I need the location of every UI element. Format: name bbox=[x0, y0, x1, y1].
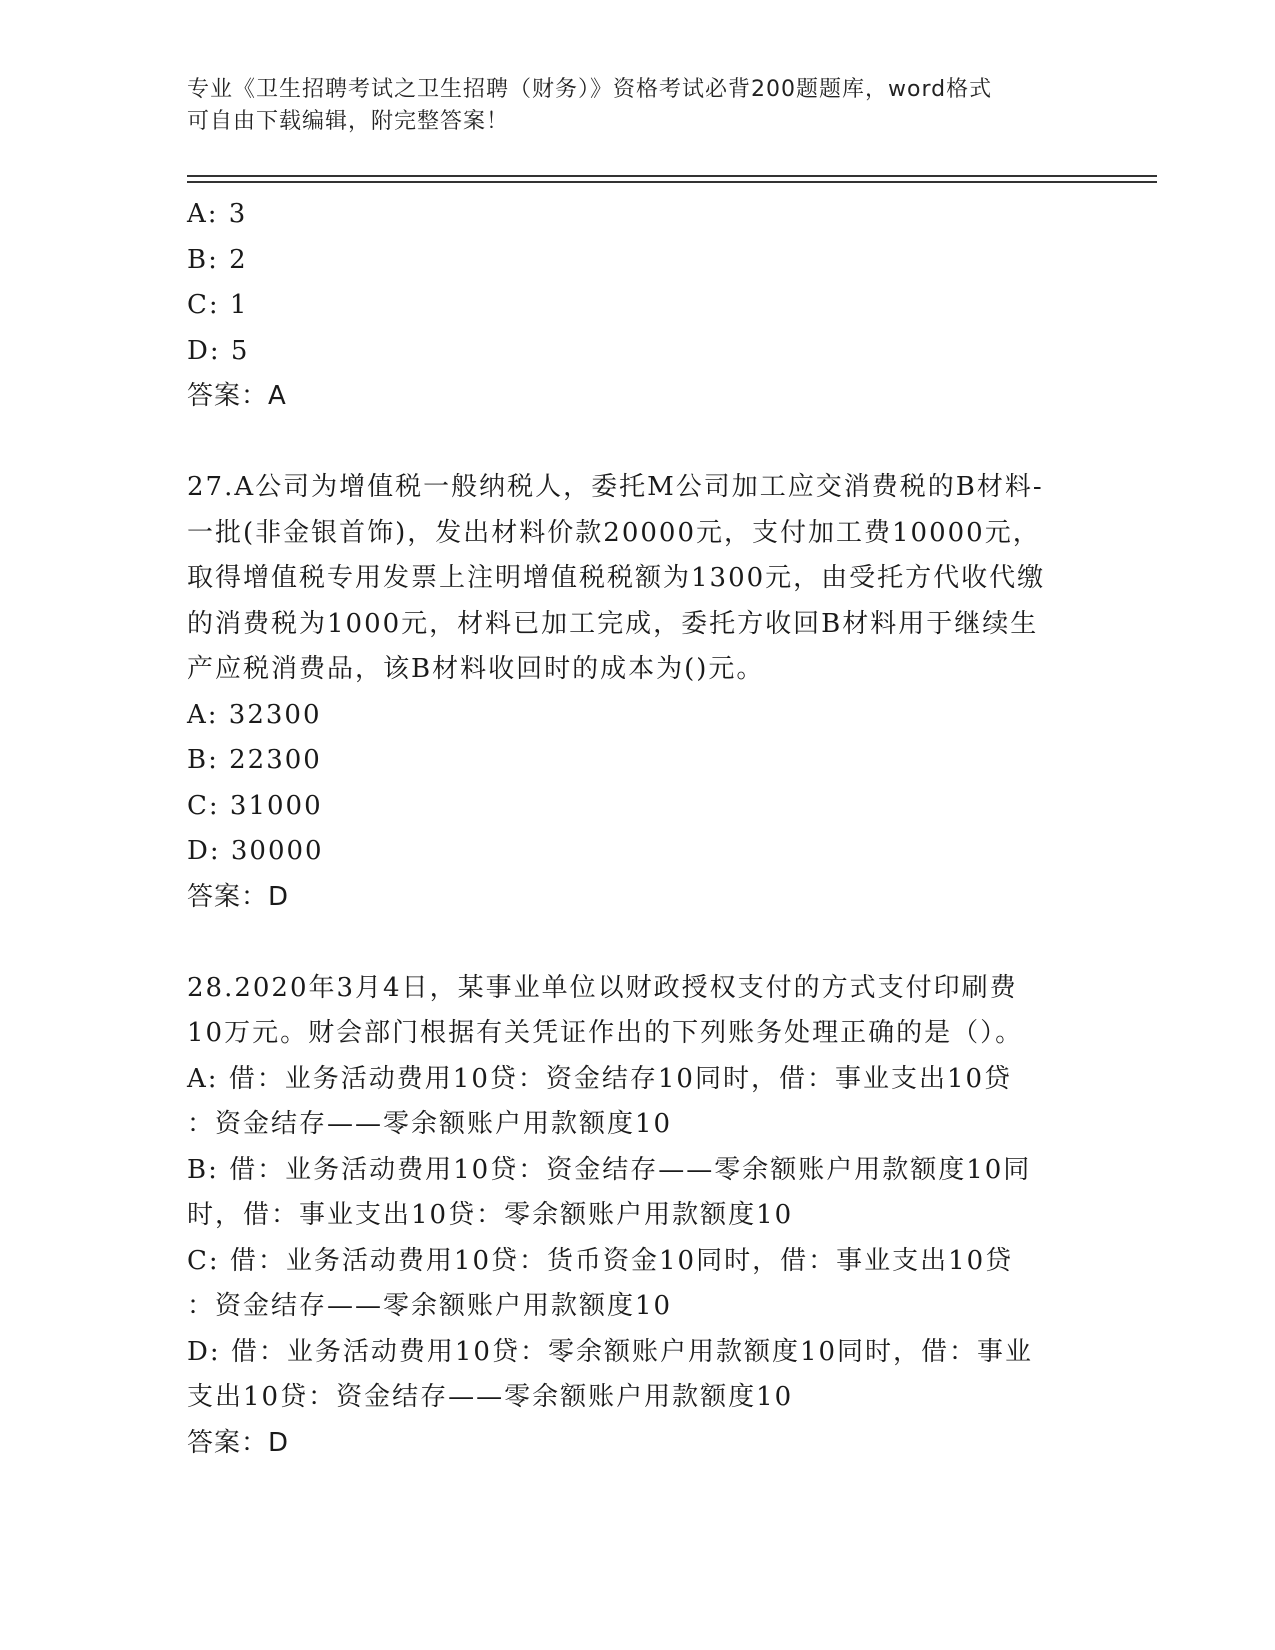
question-content bbox=[187, 192, 1087, 1466]
option-a: A: 借：业务活动费用10贷：资金结存10同时，借：事业支出10贷 bbox=[187, 1063, 1013, 1094]
spacer bbox=[187, 920, 1087, 966]
question-stem-line: 28.2020年3月4日，某事业单位以财政授权支付的方式支付印刷费 bbox=[187, 972, 1018, 1003]
option-c: C: 1 bbox=[187, 290, 249, 320]
header-line-2: 可自由下载编辑，附完整答案！ bbox=[187, 109, 510, 134]
question-28-block bbox=[187, 966, 1087, 1467]
question-27-block bbox=[187, 465, 1087, 920]
option-b: B: 2 bbox=[187, 244, 248, 275]
question-stem-line: 一批(非金银首饰)，发出材料价款20000元，支付加工费10000元， bbox=[187, 517, 1041, 548]
option-b: B: 22300 bbox=[187, 745, 322, 775]
option-c: C: 借：业务活动费用10贷：货币资金10同时，借：事业支出10贷 bbox=[187, 1245, 1014, 1276]
answer: 答案：A bbox=[187, 381, 287, 411]
header-divider-bottom bbox=[187, 181, 1157, 183]
spacer bbox=[187, 420, 1087, 466]
option-d-continued: 支出10贷：资金结存——零余额账户用款额度10 bbox=[187, 1382, 794, 1412]
option-b: B: 借：业务活动费用10贷：资金结存——零余额账户用款额度10同 bbox=[187, 1154, 1032, 1185]
option-c: C: 31000 bbox=[187, 790, 323, 821]
header-line-1: 专业《卫生招聘考试之卫生招聘（财务）》资格考试必背200题题库，word格式 bbox=[187, 77, 993, 102]
answer: 答案：D bbox=[187, 1427, 290, 1458]
option-a-continued: ：资金结存——零余额账户用款额度10 bbox=[187, 1109, 673, 1139]
option-a: A: 3 bbox=[187, 199, 248, 229]
option-c-continued: ：资金结存——零余额账户用款额度10 bbox=[187, 1291, 673, 1321]
question-stem-line: 10万元。财会部门根据有关凭证作出的下列账务处理正确的是（）。 bbox=[187, 1018, 1024, 1048]
option-d: D: 30000 bbox=[187, 836, 324, 866]
question-stem-line: 的消费税为1000元，材料已加工完成，委托方收回B材料用于继续生 bbox=[187, 608, 1039, 639]
header-divider-top bbox=[187, 175, 1157, 177]
question-26-block bbox=[187, 192, 1087, 420]
option-b-continued: 时，借：事业支出10贷：零余额账户用款额度10 bbox=[187, 1200, 794, 1230]
option-d: D: 借：业务活动费用10贷：零余额账户用款额度10同时，借：事业 bbox=[187, 1336, 1034, 1367]
question-stem-line: 取得增值税专用发票上注明增值税税额为1300元，由受托方代收代缴 bbox=[187, 563, 1046, 593]
option-a: A: 32300 bbox=[187, 699, 322, 730]
option-d: D: 5 bbox=[187, 335, 250, 366]
answer: 答案：D bbox=[187, 881, 290, 912]
question-stem-line: 产应税消费品，该B材料收回时的成本为()元。 bbox=[187, 654, 765, 684]
question-stem-line: 27.A公司为增值税一般纳税人，委托M公司加工应交消费税的B材料- bbox=[187, 472, 1044, 502]
document-header bbox=[187, 74, 1067, 138]
